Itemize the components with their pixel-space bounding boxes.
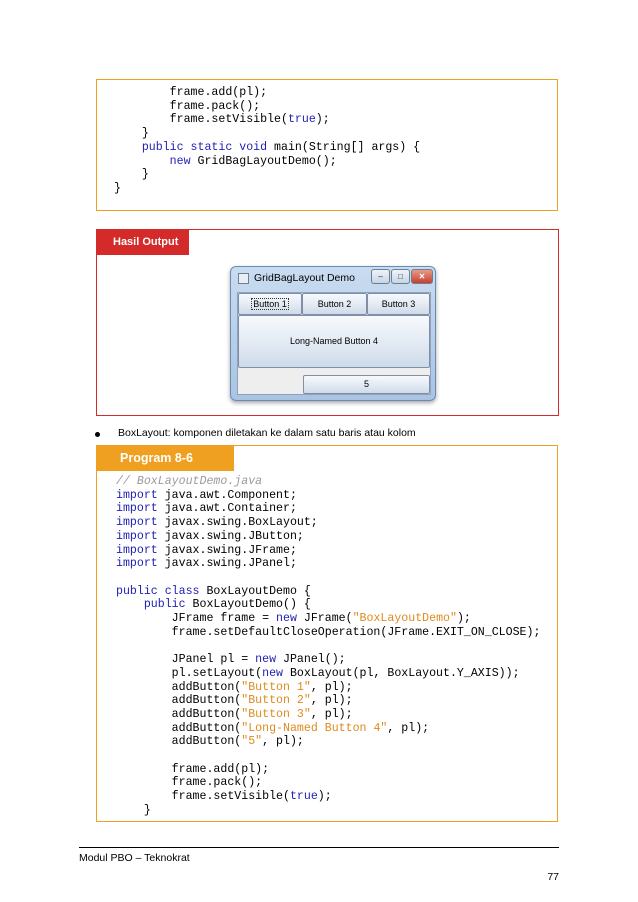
code-token: import bbox=[116, 543, 158, 557]
code-token: , pl); bbox=[310, 680, 353, 694]
code-token: addButton( bbox=[171, 735, 242, 749]
code-line bbox=[116, 790, 540, 804]
code-token: public bbox=[143, 598, 186, 612]
code-token: public class bbox=[116, 584, 200, 598]
program-code-box bbox=[96, 445, 558, 822]
code-listing-program bbox=[116, 475, 540, 818]
code-token: , pl); bbox=[262, 735, 304, 749]
button-5[interactable]: 5 bbox=[303, 375, 430, 394]
code-token: addButton( bbox=[171, 680, 242, 694]
footer-divider bbox=[79, 847, 559, 848]
code-token: main(String[] args) { bbox=[267, 140, 421, 154]
code-line bbox=[116, 735, 540, 749]
code-token: import bbox=[116, 557, 158, 571]
code-token: } bbox=[143, 803, 151, 817]
code-line bbox=[116, 475, 540, 489]
code-line bbox=[114, 168, 420, 182]
code-token: import bbox=[116, 529, 158, 543]
code-token: addButton( bbox=[171, 707, 242, 721]
code-token: java.awt.Container; bbox=[157, 502, 297, 516]
code-line bbox=[116, 502, 540, 516]
code-line bbox=[116, 681, 540, 695]
code-token: frame.add(pl); bbox=[171, 762, 270, 776]
code-token: new bbox=[262, 666, 283, 680]
code-token: JPanel pl = bbox=[171, 653, 256, 667]
code-line bbox=[116, 776, 540, 790]
button-3[interactable]: Button 3 bbox=[367, 293, 430, 315]
window-title: GridBagLayout Demo bbox=[254, 272, 355, 284]
code-token: "Button 3" bbox=[241, 707, 311, 721]
code-token: JFrame( bbox=[296, 612, 353, 626]
code-token: new bbox=[255, 653, 277, 667]
code-token: } bbox=[141, 127, 149, 141]
code-line bbox=[114, 86, 420, 100]
code-line bbox=[114, 141, 420, 155]
code-line bbox=[116, 804, 540, 818]
code-line bbox=[116, 544, 540, 558]
code-token: true bbox=[287, 113, 316, 127]
code-token: ); bbox=[456, 612, 471, 626]
footer-title: Modul PBO – Teknokrat bbox=[79, 852, 190, 864]
code-token: new bbox=[276, 612, 297, 626]
code-line bbox=[116, 612, 540, 626]
code-token: javax.swing.BoxLayout; bbox=[157, 516, 318, 530]
code-token: addButton( bbox=[171, 694, 242, 708]
code-line bbox=[116, 516, 540, 530]
code-line bbox=[114, 155, 420, 169]
code-token: pl.setLayout( bbox=[171, 666, 263, 680]
code-line bbox=[116, 667, 540, 681]
code-token: frame.add(pl); bbox=[169, 86, 268, 99]
button-1-label: Button 1 bbox=[253, 299, 287, 309]
code-token: BoxLayoutDemo() { bbox=[185, 598, 311, 612]
code-line bbox=[116, 489, 540, 503]
code-token: addButton( bbox=[171, 721, 242, 735]
bullet-text: BoxLayout: komponen diletakan ke dalam satu baris atau kolom bbox=[118, 427, 416, 439]
code-token: frame.pack(); bbox=[169, 99, 261, 113]
code-token: GridBagLayoutDemo(); bbox=[190, 154, 337, 168]
code-token: JFrame frame = bbox=[171, 612, 277, 626]
page-number: 77 bbox=[547, 871, 559, 883]
code-line bbox=[116, 557, 540, 571]
close-icon[interactable]: ✕ bbox=[411, 269, 433, 284]
long-named-button-4[interactable]: Long-Named Button 4 bbox=[238, 315, 430, 368]
code-token: true bbox=[289, 790, 318, 804]
code-line bbox=[116, 722, 540, 736]
output-box bbox=[96, 229, 559, 416]
code-line bbox=[116, 694, 540, 708]
code-token: ); bbox=[315, 113, 330, 127]
code-token: BoxLayoutDemo { bbox=[199, 584, 311, 598]
code-listing-top bbox=[114, 86, 420, 196]
code-token: javax.swing.JFrame; bbox=[157, 543, 297, 557]
window-content bbox=[237, 292, 431, 395]
code-token: JPanel(); bbox=[276, 653, 346, 667]
program-label: Program 8-6 bbox=[97, 446, 234, 471]
code-line bbox=[114, 100, 420, 114]
code-token: , pl); bbox=[387, 721, 430, 735]
code-line bbox=[114, 182, 420, 196]
code-line bbox=[116, 653, 540, 667]
window-titlebar bbox=[231, 267, 435, 291]
code-token: frame.pack(); bbox=[171, 776, 263, 790]
code-line bbox=[116, 585, 540, 599]
code-token: , pl); bbox=[310, 707, 353, 721]
code-token: } bbox=[114, 181, 121, 195]
code-line bbox=[114, 113, 420, 127]
code-line bbox=[116, 571, 540, 585]
code-token: , pl); bbox=[310, 694, 353, 708]
app-window-screenshot bbox=[230, 266, 436, 401]
code-token: "Button 2" bbox=[241, 694, 311, 708]
code-token: "BoxLayoutDemo" bbox=[352, 612, 457, 626]
output-label: Hasil Output bbox=[97, 230, 189, 255]
code-line bbox=[116, 708, 540, 722]
code-token: javax.swing.JPanel; bbox=[157, 557, 297, 571]
code-token: public static void bbox=[141, 140, 268, 154]
code-token: } bbox=[141, 168, 149, 182]
code-block-top bbox=[96, 79, 558, 211]
java-app-icon bbox=[238, 273, 249, 284]
code-token: "5" bbox=[241, 735, 263, 749]
code-token: java.awt.Component; bbox=[157, 488, 297, 502]
bullet-point bbox=[95, 432, 100, 437]
code-token: "Long-Named Button 4" bbox=[241, 721, 388, 735]
code-token: frame.setVisible( bbox=[169, 113, 288, 127]
code-line bbox=[114, 127, 420, 141]
code-token: BoxLayout(pl, BoxLayout.Y_AXIS)); bbox=[283, 666, 520, 680]
code-line bbox=[116, 598, 540, 612]
code-token: frame.setVisible( bbox=[171, 790, 290, 804]
code-line bbox=[116, 763, 540, 777]
code-token: new bbox=[169, 154, 191, 168]
code-token: "Button 1" bbox=[241, 680, 311, 694]
code-token: import bbox=[116, 488, 158, 502]
button-1[interactable] bbox=[238, 293, 302, 315]
code-token: import bbox=[116, 516, 158, 530]
code-line bbox=[116, 626, 540, 640]
code-line bbox=[116, 639, 540, 653]
button-2[interactable]: Button 2 bbox=[302, 293, 367, 315]
code-line bbox=[116, 749, 540, 763]
code-line bbox=[116, 530, 540, 544]
code-token: javax.swing.JButton; bbox=[157, 529, 304, 543]
code-token: ); bbox=[317, 790, 332, 804]
minimize-icon[interactable]: – bbox=[371, 269, 390, 284]
code-token: import bbox=[116, 502, 158, 516]
code-token: frame.setDefaultCloseOperation(JFrame.EXIT_ON_CLOSE); bbox=[171, 625, 541, 639]
code-token: // BoxLayoutDemo.java bbox=[116, 475, 263, 488]
maximize-icon[interactable]: □ bbox=[391, 269, 410, 284]
